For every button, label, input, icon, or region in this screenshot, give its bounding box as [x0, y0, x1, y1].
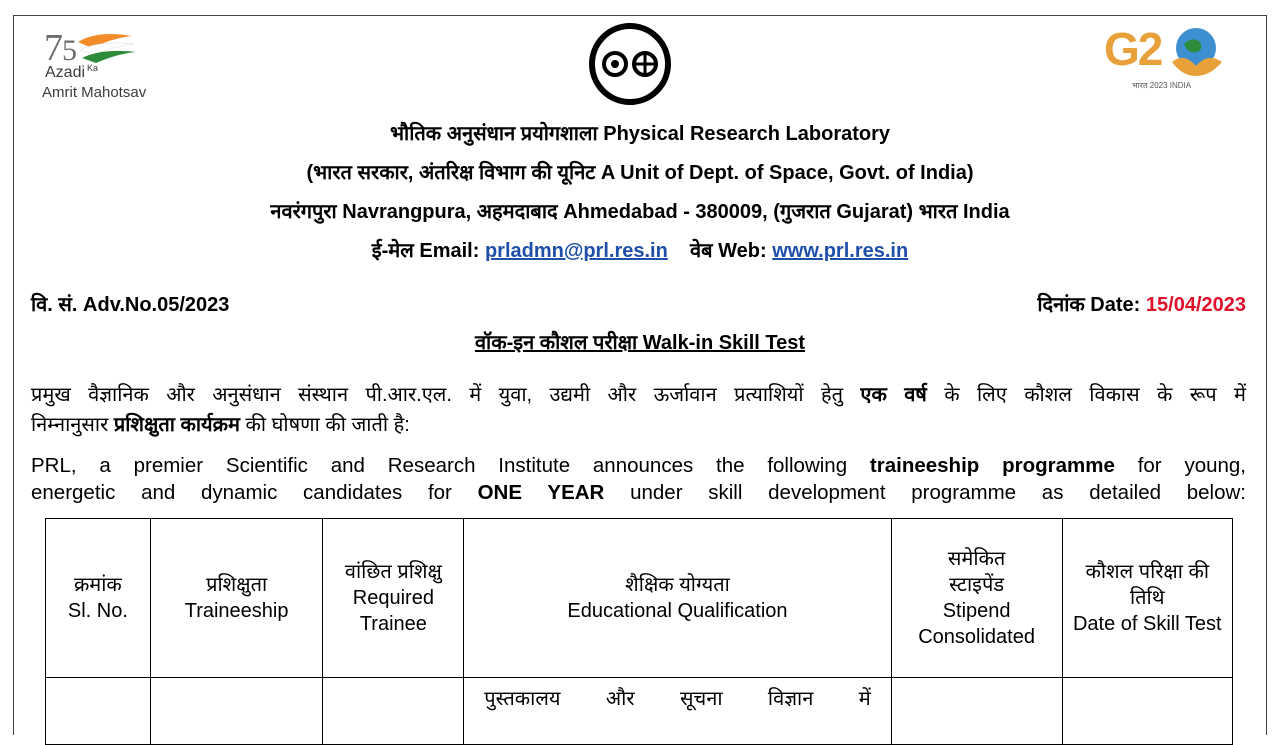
advertisement-number: वि. सं. Adv.No.05/2023 — [31, 294, 230, 316]
intro-english-line-2: energetic and dynamic candidates for ONE YEAR under skill development programme as detailed below: — [31, 481, 1246, 504]
amrit-mahotsav-text: Amrit Mahotsav — [42, 84, 147, 101]
header-skill-test-date: कौशल परिक्षा की तिथि Date of Skill Test — [1062, 519, 1233, 678]
header-traineeship: प्रशिक्षुता Traineeship — [150, 519, 323, 678]
org-name: भौतिक अनुसंधान प्रयोगशाला Physical Research Laboratory — [389, 123, 891, 145]
org-address: नवरंगपुरा Navrangpura, अहमदाबाद Ahmedabad - 380009, (गुजरात Gujarat) भारत India — [270, 201, 1010, 223]
header-required-trainee: वांछित प्रशिक्षु Required Trainee — [323, 519, 464, 678]
intro-hindi — [31, 380, 1246, 440]
contact-line — [0, 236, 1280, 263]
header-sl-no: क्रमांक Sl. No. — [46, 519, 151, 678]
document-title: वॉक-इन कौशल परीक्षा Walk-in Skill Test — [474, 332, 806, 354]
date-label: दिनांक Date: — [1037, 294, 1141, 316]
svg-text:7: 7 — [44, 27, 63, 69]
header-stipend: समेकित स्टाइपेंड Stipend Consolidated — [891, 519, 1062, 678]
azadi-ka-amrit-mahotsav-logo — [42, 22, 172, 104]
email-link[interactable]: prladmn@prl.res.in — [484, 240, 668, 262]
cell-skill-test-date — [1062, 678, 1233, 745]
g20-logo: G2 भारत 2023 INDIA — [1100, 18, 1240, 104]
cell-required-trainee — [323, 678, 464, 745]
intro-english — [31, 452, 1246, 506]
header-educational-qualification: शैक्षिक योग्यता Educational Qualification — [464, 519, 891, 678]
email-label: ई-मेल Email: — [371, 240, 480, 262]
date-line — [1037, 290, 1246, 317]
intro-english-line-1: PRL, a premier Scientific and Research Institute announces the following traineeship programme for young, — [31, 454, 1246, 477]
cell-traineeship — [150, 678, 323, 745]
traineeship-table — [45, 518, 1233, 745]
intro-hindi-line-1: प्रमुख वैज्ञानिक और अनुसंधान संस्थान पी.आर.एल. में युवा, उद्यमी और ऊर्जावान प्रत्याशियों हेतु एक वर्ष के लिए कौशल विकास के रूप में — [31, 384, 1246, 406]
cell-qualification: पुस्तकालय और सूचना विज्ञान में — [464, 678, 891, 745]
cell-stipend — [891, 678, 1062, 745]
azadi-text: Azadi $^{Ka}$ — [45, 63, 99, 81]
table-header-row — [46, 519, 1233, 678]
cell-sl-no — [46, 678, 151, 745]
org-affiliation: (भारत सरकार, अंतरिक्ष विभाग की यूनिट A Unit of Dept. of Space, Govt. of India) — [306, 162, 974, 184]
table-row — [46, 678, 1233, 745]
intro-hindi-line-2: निम्नानुसार प्रशिक्षुता कार्यक्रम की घोषणा की जाती है: — [31, 414, 410, 436]
svg-text:5: 5 — [62, 34, 77, 67]
g20-lotus-globe-icon — [1168, 22, 1228, 82]
web-link[interactable]: www.prl.res.in — [772, 240, 909, 262]
date-value: 15/04/2023 — [1145, 294, 1246, 316]
prl-logo — [588, 22, 672, 106]
web-label: वेब Web: — [690, 240, 767, 262]
